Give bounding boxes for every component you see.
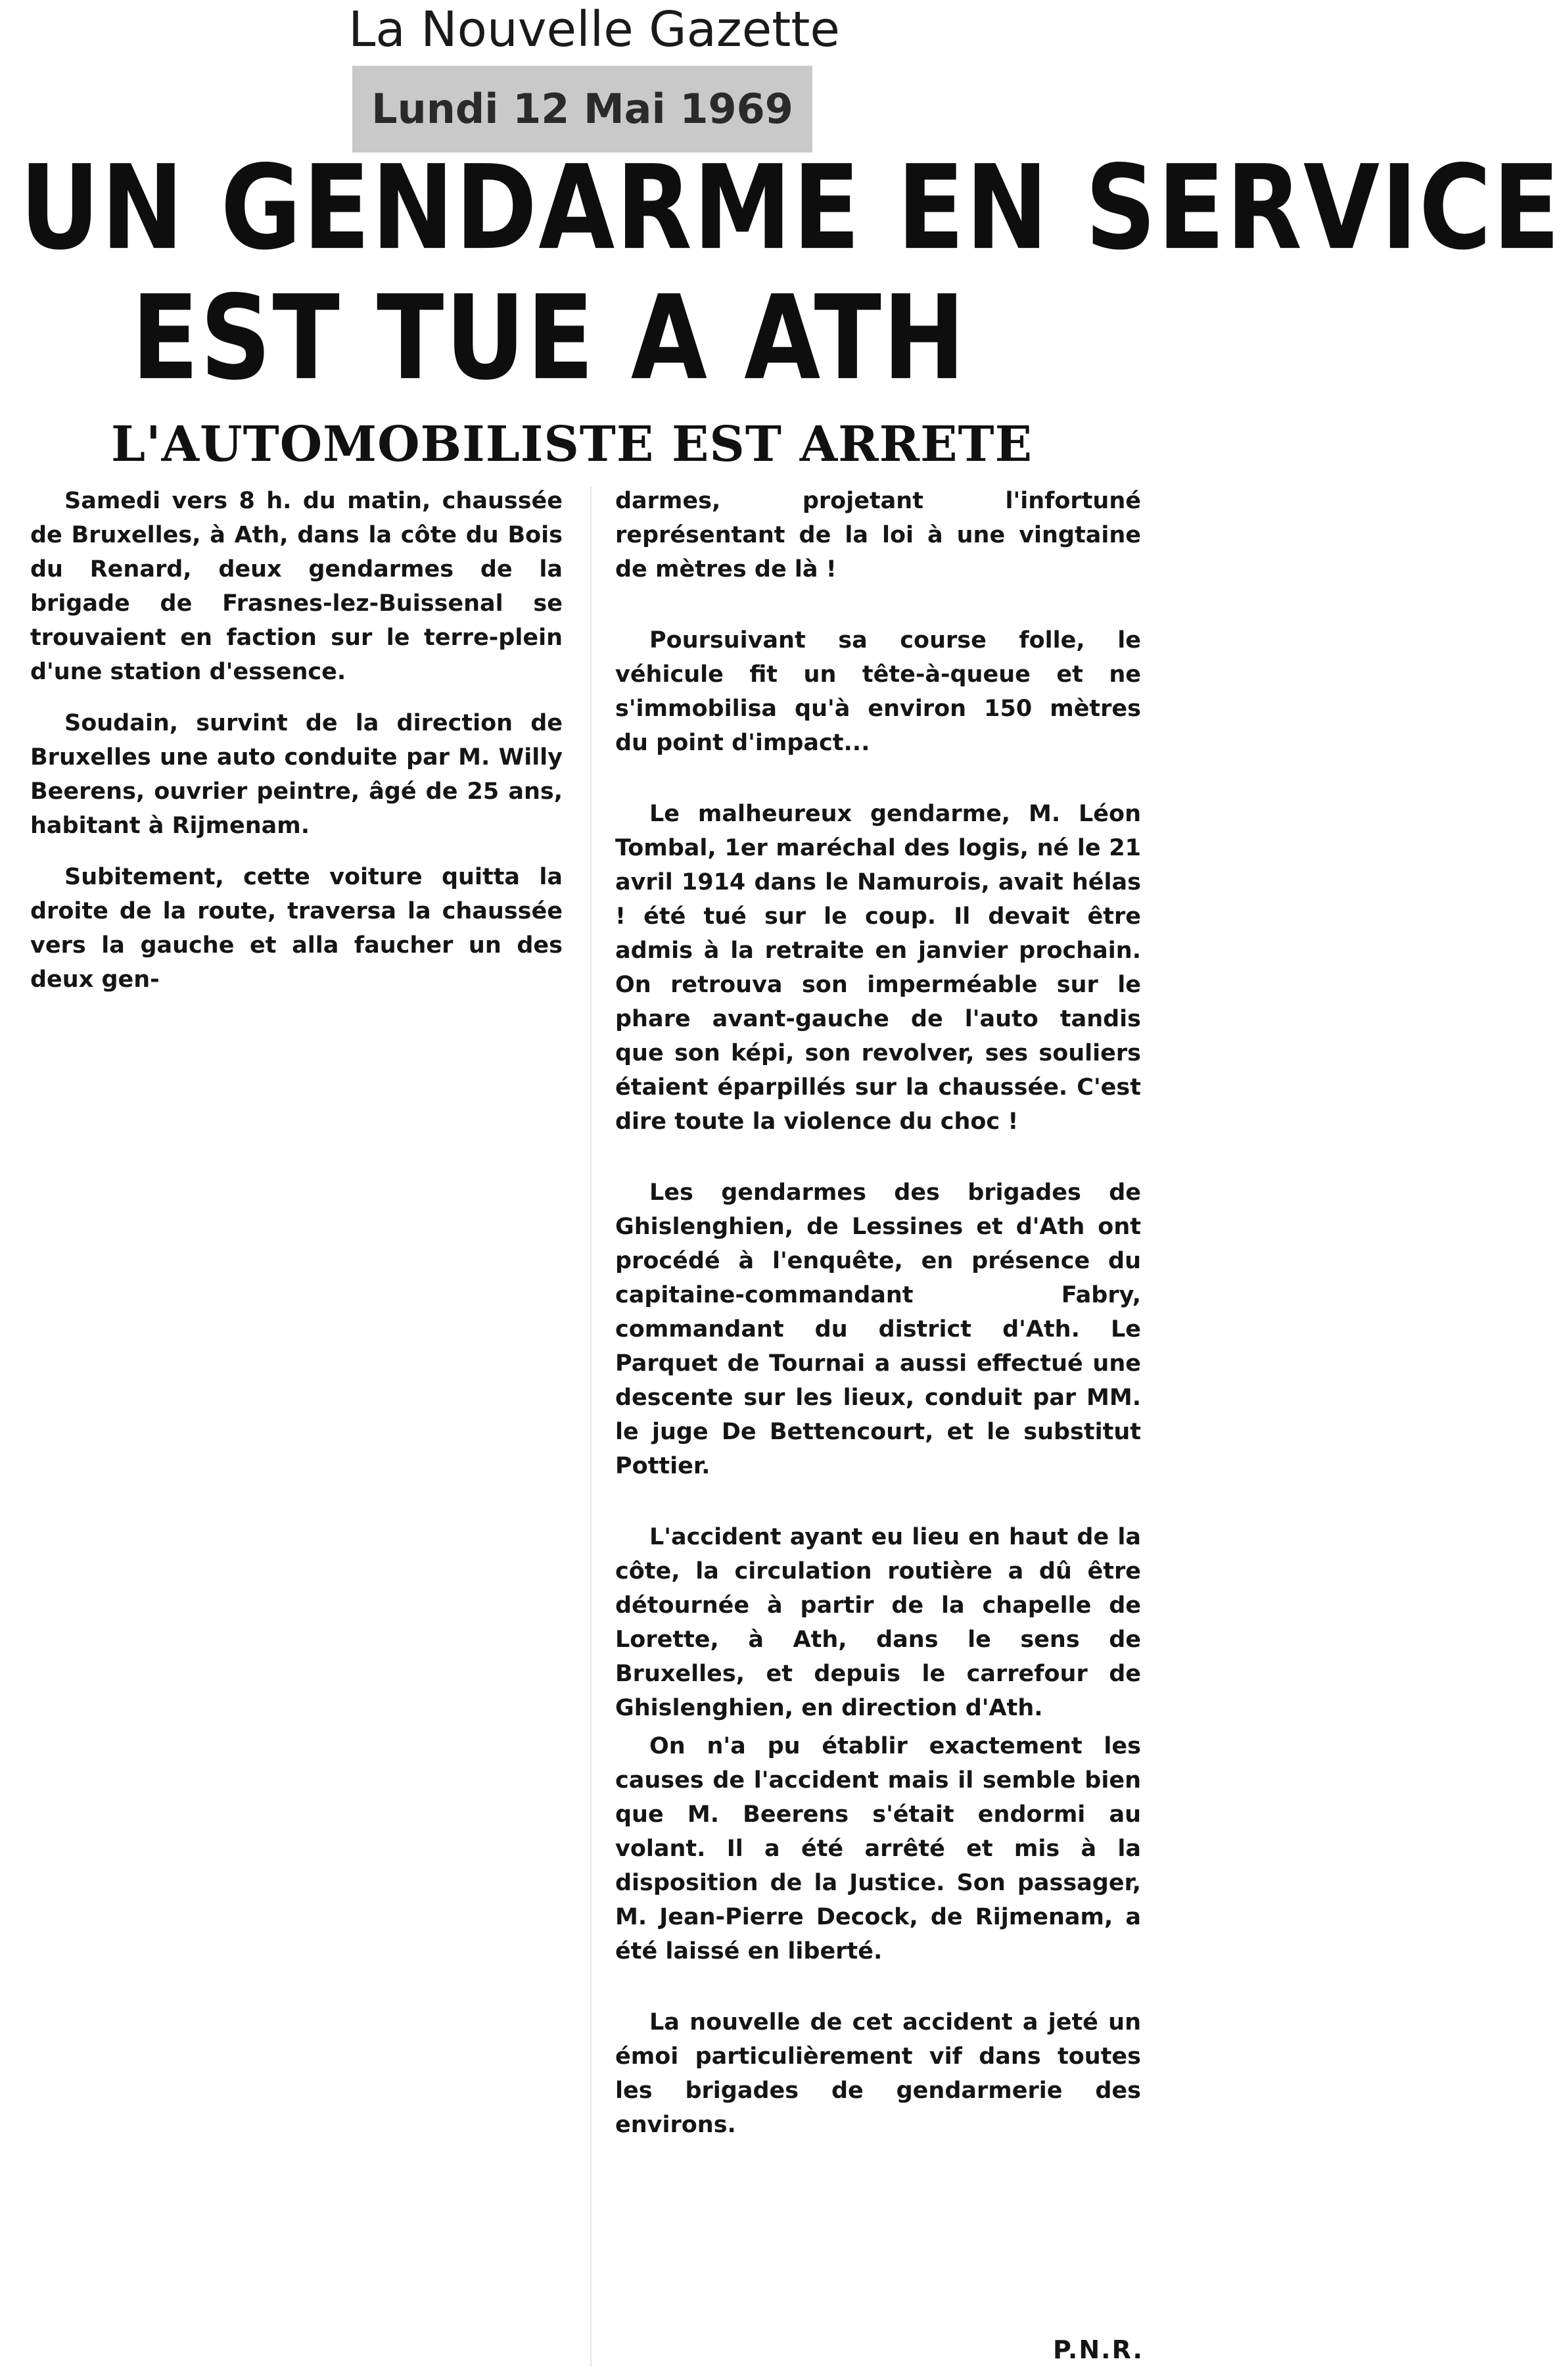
article-paragraph: Soudain, survint de la direction de Bruxelles une auto conduite par M. Willy Beerens, ouvrier peintre, âgé de 25 ans, habitant à Rijmenam. <box>30 710 563 839</box>
subheadline: L'AUTOMOBILISTE EST ARRETE <box>111 416 1033 473</box>
article-paragraph: Les gendarmes des brigades de Ghislenghien, de Lessines et d'Ath ont procédé à l'enquête, en présence du capitaine-commandant Fabry, commandant du district d'Ath. Le Parquet de Tournai a aussi effectué une descente sur les lieux, conduit par MM. le juge De Bettencourt, et le substitut Pottier. <box>615 1179 1141 1479</box>
article-paragraph: L'accident ayant eu lieu en haut de la côte, la circulation routière a dû être détournée à partir de la chapelle de Lorette, à Ath, dans le sens de Bruxelles, et depuis le carrefour de Ghislenghien, en direction d'Ath. <box>615 1524 1141 1721</box>
newspaper-masthead: La Nouvelle Gazette <box>348 1 840 58</box>
headline-line-1: UN GENDARME EN SERVICE <box>20 141 1561 276</box>
article-paragraph: Poursuivant sa course folle, le véhicule fit un tête-à-queue et ne s'immobilisa qu'à environ 150 mètres du point d'impact... <box>615 627 1141 756</box>
article-paragraph-continued: darmes, projetant l'infortuné représentant de la loi à une vingtaine de mètres de là ! <box>615 488 1141 583</box>
column-divider <box>590 487 592 2367</box>
dateline-stamp: Lundi 12 Mai 1969 <box>352 66 812 153</box>
author-signature: P.N.R. <box>1053 2335 1144 2364</box>
article-paragraph: Le malheureux gendarme, M. Léon Tombal, 1er maréchal des logis, né le 21 avril 1914 dans le Namurois, avait hélas ! été tué sur le coup. Il devait être admis à la retraite en janvier prochain. On retrouva son imperméable sur le phare avant-gauche de l'auto tandis que son képi, son revolver, ses souliers étaient éparpillés sur la chaussée. C'est dire toute la violence du choc ! <box>615 801 1141 1135</box>
article-paragraph: Samedi vers 8 h. du matin, chaussée de Bruxelles, à Ath, dans la côte du Bois du Renard, deux gendarmes de la brigade de Frasnes-lez-Buissenal se trouvaient en faction sur le terre-plein d'une station d'essence. <box>30 488 563 685</box>
article-column-left <box>30 484 563 997</box>
headline-line-2: EST TUE A ATH <box>131 271 967 406</box>
article-paragraph: La nouvelle de cet accident a jeté un émoi particulièrement vif dans toutes les brigades de gendarmerie des environs. <box>615 2009 1141 2138</box>
article-paragraph: Subitement, cette voiture quitta la droite de la route, traversa la chaussée vers la gauche et alla faucher un des deux gen- <box>30 864 563 993</box>
article-column-right <box>615 484 1141 2142</box>
article-paragraph: On n'a pu établir exactement les causes de l'accident mais il semble bien que M. Beerens s'était endormi au volant. Il a été arrêté et mis à la disposition de la Justice. Son passager, M. Jean-Pierre Decock, de Rijmenam, a été laissé en liberté. <box>615 1733 1141 1964</box>
